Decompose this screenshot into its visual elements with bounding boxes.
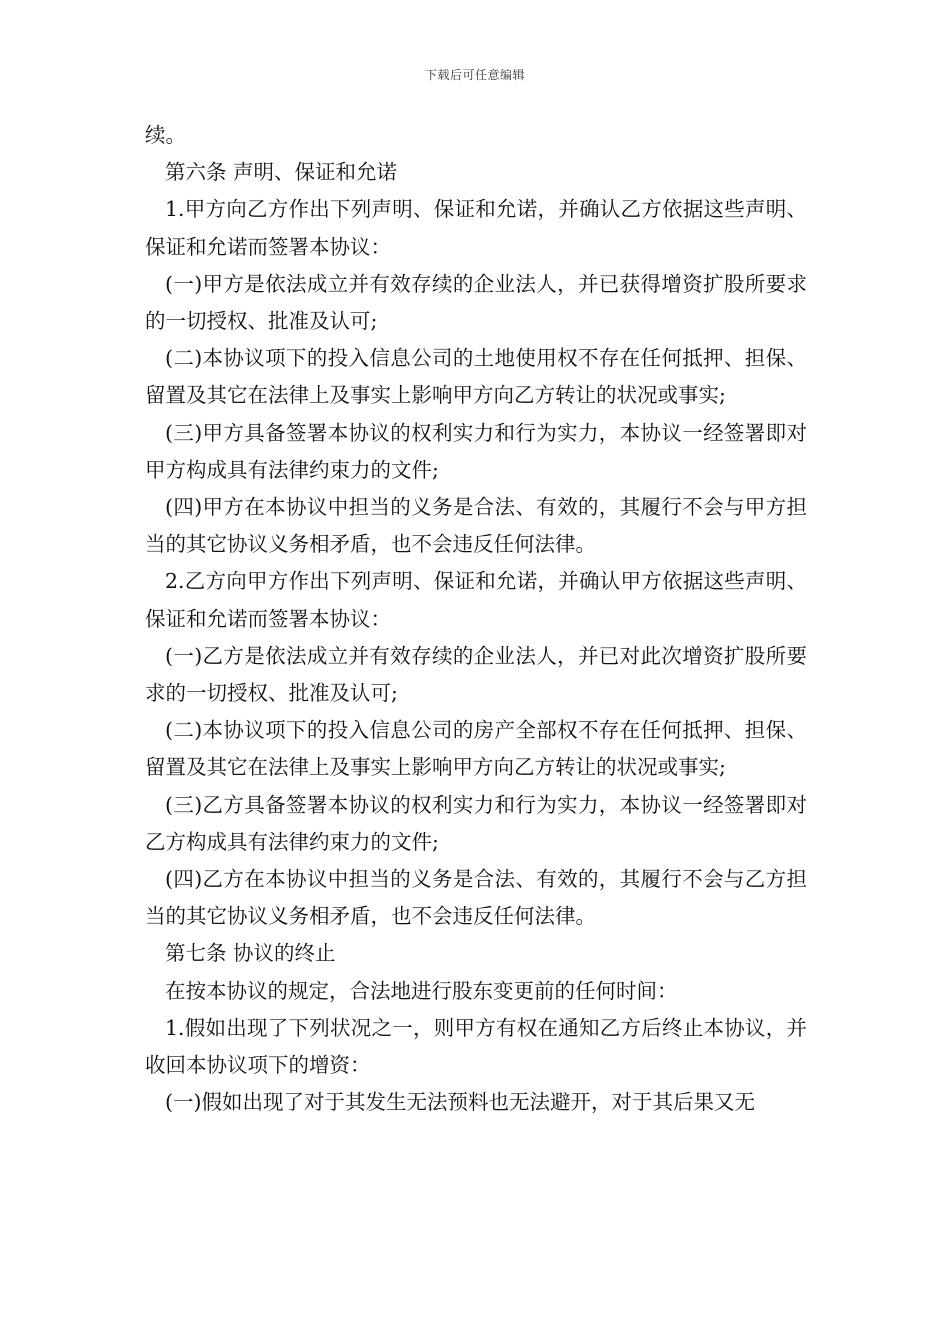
paragraph: (三)乙方具备签署本协议的权利实力和行为实力，本协议一经签署即对乙方构成具有法律约束力的文件; (145, 792, 807, 854)
document-body (145, 117, 807, 1121)
paragraph: 在按本协议的规定，合法地进行股东变更前的任何时间： (165, 978, 678, 1003)
paragraph: (四)乙方在本协议中担当的义务是合法、有效的，其履行不会与乙方担当的其它协议义务相矛盾，也不会违反任何法律。 (145, 867, 807, 929)
paragraph: (一)假如出现了对于其发生无法预料也无法避开，对于其后果又无 (165, 1090, 755, 1115)
paragraph: 2.乙方向甲方作出下列声明、保证和允诺，并确认甲方依据这些声明、保证和允诺而签署本协议： (145, 569, 807, 631)
paragraph: (三)甲方具备签署本协议的权利实力和行为实力，本协议一经签署即对甲方构成具有法律约束力的文件; (145, 420, 807, 482)
paragraph: 1.假如出现了下列状况之一，则甲方有权在通知乙方后终止本协议，并收回本协议项下的增资： (145, 1015, 807, 1078)
paragraph: (四)甲方在本协议中担当的义务是合法、有效的，其履行不会与甲方担当的其它协议义务相矛盾，也不会违反任何法律。 (145, 495, 807, 557)
paragraph: (二)本协议项下的投入信息公司的房产全部权不存在任何抵押、担保、留置及其它在法律上及事实上影响甲方向乙方转让的状况或事实; (145, 718, 807, 780)
section-heading: 第六条 声明、保证和允诺 (165, 160, 398, 185)
section-heading: 第七条 协议的终止 (165, 941, 336, 966)
paragraph: (二)本协议项下的投入信息公司的土地使用权不存在任何抵押、担保、留置及其它在法律上及事实上影响甲方向乙方转让的状况或事实; (145, 346, 807, 408)
header-note: 下载后可任意编辑 (424, 68, 525, 82)
paragraph: 1.甲方向乙方作出下列声明、保证和允诺，并确认乙方依据这些声明、保证和允诺而签署本协议： (145, 197, 807, 259)
paragraph: 续。 (145, 123, 186, 147)
paragraph: (一)乙方是依法成立并有效存续的企业法人，并已对此次增资扩股所要求的一切授权、批准及认可; (145, 643, 807, 706)
paragraph: (一)甲方是依法成立并有效存续的企业法人，并已获得增资扩股所要求的一切授权、批准及认可; (145, 271, 807, 334)
